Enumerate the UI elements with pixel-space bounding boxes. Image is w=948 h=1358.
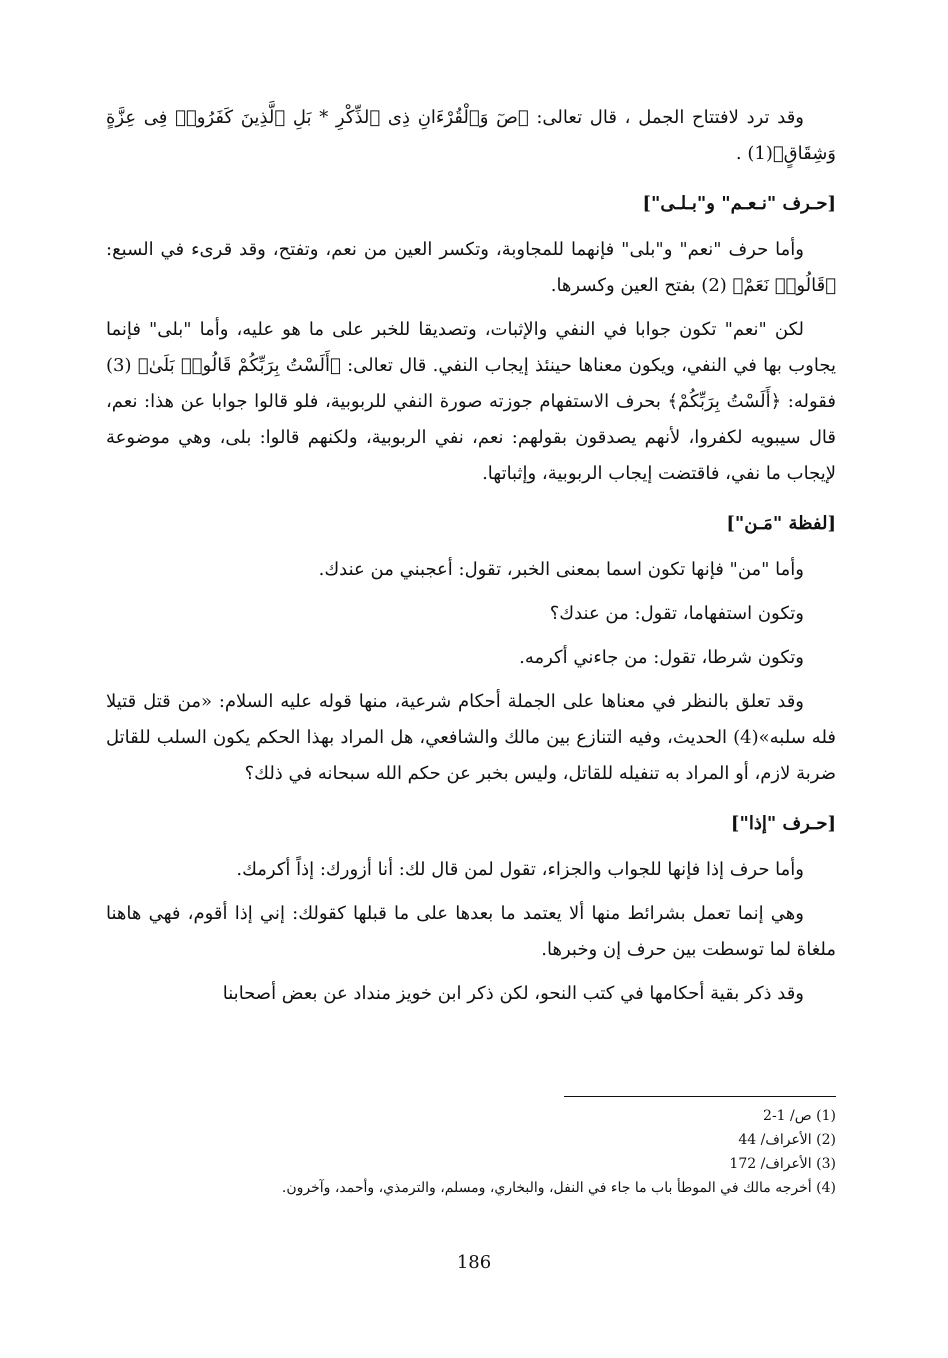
- paragraph-opening-verses: وقد ترد لافتتاح الجمل ، قال تعالى: ﴿صٓ وَٱلْقُرْءَانِ ذِى ٱلذِّكْرِ * بَلِ ٱلَّذِينَ كَفَرُوا۟ فِى عِزَّةٍ وَشِقَاقٍ﴾(1) .: [106, 107, 836, 164]
- section-heading-man: [لفظة "مَـن"]: [726, 513, 836, 534]
- footnote-1: [106, 1104, 836, 1128]
- paragraph-man-ahkam: وقد تعلق بالنظر في معناها على الجملة أحكام شرعية، منها قوله عليه السلام: «من قتل قتيلا فله سلبه»(4) الحديث، وفيه التنازع بين مالك والشافعي، هل المراد بهذا الحكم يكون السلب للقاتل ضربة لازم، أو المراد به تنفيله للقاتل، وليس بخبر عن حكم الله سبحانه في ذلك؟: [106, 691, 837, 784]
- paragraph-man-khabar: وأما "من" فإنها تكون اسما بمعنى الخبر، تقول: أعجبني من عندك.: [318, 559, 804, 580]
- footnote-number: (1): [816, 1108, 836, 1124]
- paragraph-idha-shuroot: وهي إنما تعمل بشرائط منها ألا يعتمد ما بعدها على ما قبلها كقولك: إني إذا أقوم، فهي هاهنا ملغاة لما توسطت بين حرف إن وخبرها.: [106, 903, 836, 960]
- page-number: 186: [456, 1252, 492, 1273]
- paragraph-idha-baqiya: وقد ذكر بقية أحكامها في كتب النحو، لكن ذكر ابن خويز منداد عن بعض أصحابنا: [222, 983, 804, 1004]
- paragraph-man-istifham: وتكون استفهاما، تقول: من عندك؟: [549, 603, 804, 624]
- footnote-text: الأعراف/ 44: [738, 1132, 812, 1148]
- footnotes: [106, 1104, 836, 1200]
- footnote-3: [106, 1152, 836, 1176]
- paragraph-man-shart: وتكون شرطا، تقول: من جاءني أكرمه.: [519, 647, 804, 668]
- footnote-text: أخرجه مالك في الموطأ باب ما جاء في النفل، والبخاري، ومسلم، والترمذي، وأحمد، وآخرون.: [281, 1180, 812, 1196]
- footnote-2: [106, 1128, 836, 1152]
- footnote-divider: [564, 1096, 836, 1097]
- footnote-text: الأعراف/ 172: [729, 1156, 812, 1172]
- paragraph-idha-jawab: وأما حرف إذا فإنها للجواب والجزاء، تقول لمن قال لك: أنا أزورك: إذاً أكرمك.: [236, 859, 804, 880]
- paragraph-naam-bala-intro: وأما حرف "نعم" و"بلى" فإنهما للمجاوبة، وتكسر العين من نعم، وتفتح، وقد قرىء في السبع: ﴿قَالُوا۟ نَعَمْ﴾ (2) بفتح العين وكسرها.: [106, 239, 836, 296]
- section-heading-naam-bala: [حـرف "نـعـم" و"بـلـى"]: [642, 193, 836, 214]
- footnote-number: (4): [816, 1180, 836, 1196]
- footnote-4: [106, 1176, 836, 1200]
- main-text: [106, 100, 836, 1020]
- paragraph-naam-bala-usage: لكن "نعم" تكون جوابا في النفي والإثبات، وتصديقا للخبر على ما هو عليه، وأما "بلى" فإنما يجاوب بها في النفي، ويكون معناها حينئذ إيجاب النفي. قال تعالى: ﴿أَلَسْتُ بِرَبِّكُمْ قَالُوا۟ بَلَىٰ﴾ (3) فقوله: ﴿أَلَسْتُ بِرَبِّكُمْ﴾ بحرف الاستفهام جوزته صورة النفي للربوبية، فلو قالوا جوابا عن هذا: نعم، قال سيبويه لكفروا، لأنهم يصدقون بقولهم: نعم، نفي الربوبية، ولكنهم قالوا: بلى، وهي موضوعة لإيجاب ما نفي، فاقتضت إيجاب الربوبية، وإثباتها.: [106, 319, 836, 484]
- section-heading-idha: [حـرف "إذا"]: [730, 813, 836, 834]
- footnote-number: (2): [816, 1132, 836, 1148]
- footnote-text: ص/ 1-2: [763, 1108, 812, 1124]
- footnote-number: (3): [816, 1156, 836, 1172]
